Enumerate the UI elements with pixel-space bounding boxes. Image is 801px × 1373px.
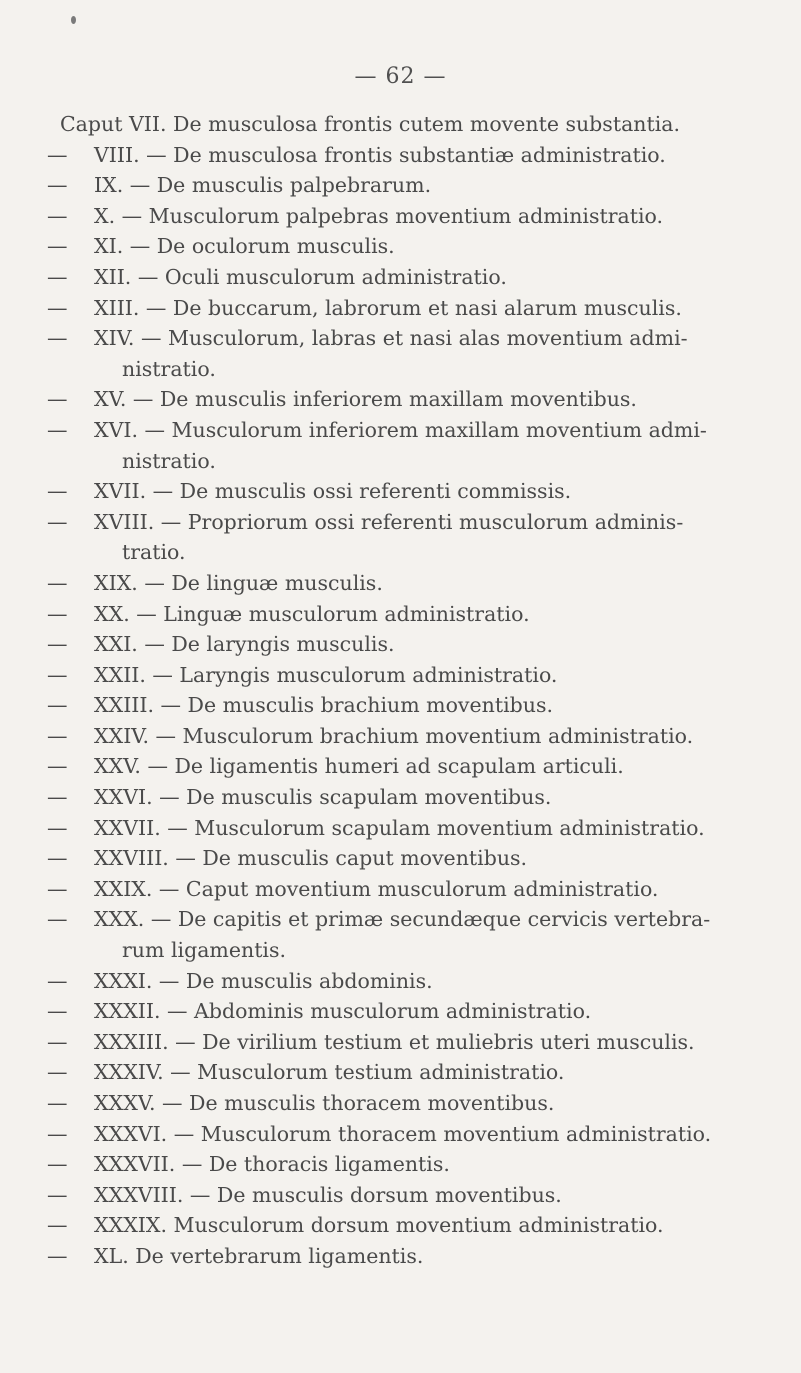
entry-dash: — [47,693,68,718]
chapter-entry [0,140,801,171]
chapter-entry [0,751,801,782]
entry-dash: — [47,203,68,228]
entry-dash: — [47,876,68,901]
chapter-entry [0,323,801,384]
chapter-entry [0,231,801,262]
entry-text: XL. De vertebrarum ligamentis. [94,1243,424,1268]
entry-text: XXXV. — De musculis thoracem moventibus. [94,1091,555,1115]
entry-dash: — [47,1243,68,1268]
entry-dash: — [47,264,68,289]
entry-dash: — [47,142,68,167]
entry-dash: — [47,632,68,657]
entry-text: XXIX. — Caput moventium musculorum administratio. [94,876,659,901]
entry-text: XXXIII. — De virilium testium et muliebris uteri musculis. [94,1029,695,1054]
page-number: — 62 — [354,64,447,89]
entry-dash: — [47,785,68,810]
chapter-entry [0,996,801,1027]
chapter-entry [0,1241,801,1272]
entry-dash: — [47,1152,68,1177]
chapter-entry [0,629,801,660]
entry-text: XXVII. — Musculorum scapulam moventium administratio. [94,815,705,840]
chapter-entry [0,721,801,752]
chapter-entry [0,599,801,630]
entry-dash: — [47,846,68,871]
chapter-entry [0,782,801,813]
entry-text: X. — Musculorum palpebras moventium administratio. [94,203,664,228]
chapter-entry [0,1057,801,1088]
chapter-entry [0,874,801,905]
entry-dash: — [47,815,68,840]
entry-text: XXXII. — Abdominis musculorum administratio. [94,999,592,1024]
chapter-entry [0,1180,801,1211]
chapter-entry [0,262,801,293]
entry-continuation: tratio. [122,540,186,565]
entry-text: IX. — De musculis palpebrarum. [94,173,432,198]
entry-text: XXIV. — Musculorum brachium moventium administratio. [94,723,694,748]
chapter-entry [0,201,801,232]
entry-text: XX. — Linguæ musculorum administratio. [94,601,530,626]
entry-text: Caput VII. De musculosa frontis cutem movente substantia. [60,112,681,136]
entry-dash: — [47,1213,68,1238]
entry-dash: — [47,754,68,779]
chapter-entry [0,1149,801,1180]
entry-dash: — [47,999,68,1024]
entry-continuation: nistratio. [122,356,216,381]
chapter-entry [0,507,801,568]
chapter-entry [0,660,801,691]
entry-dash: — [47,1121,68,1146]
chapter-entry [0,415,801,476]
entry-dash: — [47,1182,68,1207]
chapter-entry [0,293,801,324]
entry-text: XXXIV. — Musculorum testium administratio. [94,1060,565,1085]
entry-dash: — [47,234,68,259]
entry-dash: — [47,295,68,320]
chapter-entry [0,1210,801,1241]
chapter-entry [0,966,801,997]
entry-dash: — [47,1029,68,1054]
chapter-entry [0,109,801,140]
chapter-entry [0,1088,801,1119]
entry-text: XXXI. — De musculis abdominis. [94,968,433,993]
chapter-list [0,109,801,1272]
entry-text: XXXIX. Musculorum dorsum moventium administratio. [94,1213,664,1238]
entry-dash: — [47,662,68,687]
entry-text: XXII. — Laryngis musculorum administratio. [94,662,558,687]
entry-text: XI. — De oculorum musculis. [94,234,395,259]
ink-speck [71,16,76,24]
chapter-entry [0,843,801,874]
entry-text: XXXVIII. — De musculis dorsum moventibus. [94,1182,562,1207]
entry-text: XXXVI. — Musculorum thoracem moventium administratio. [94,1121,712,1146]
entry-continuation: nistratio. [122,448,216,473]
entry-text: XVI. — Musculorum inferiorem maxillam moventium admi- [94,417,707,442]
entry-text: XXIII. — De musculis brachium moventibus. [94,693,554,718]
chapter-entry [0,476,801,507]
chapter-entry [0,170,801,201]
entry-dash: — [47,723,68,748]
chapter-entry [0,384,801,415]
chapter-entry [0,1027,801,1058]
chapter-entry [0,690,801,721]
entry-text: XV. — De musculis inferiorem maxillam moventibus. [94,387,637,412]
entry-text: XIX. — De linguæ musculis. [94,570,383,595]
entry-text: XXVIII. — De musculis caput moventibus. [94,846,528,871]
entry-text: XII. — Oculi musculorum administratio. [94,264,507,289]
entry-dash: — [47,601,68,626]
entry-dash: — [47,968,68,993]
entry-continuation: rum ligamentis. [122,938,287,963]
entry-dash: — [47,387,68,412]
entry-dash: — [47,326,68,351]
entry-text: XXXVII. — De thoracis ligamentis. [94,1152,450,1177]
entry-text: XXVI. — De musculis scapulam moventibus. [94,785,552,810]
entry-dash: — [47,1091,68,1115]
entry-dash: — [47,173,68,198]
entry-dash: — [47,417,68,442]
entry-text: XXI. — De laryngis musculis. [94,632,395,657]
chapter-entry [0,568,801,599]
entry-dash: — [47,479,68,504]
entry-text: XXV. — De ligamentis humeri ad scapulam articuli. [94,754,624,779]
entry-text: XVIII. — Propriorum ossi referenti musculorum adminis- [94,509,684,534]
entry-text: XXX. — De capitis et primæ secundæque cervicis vertebra- [94,907,711,932]
entry-dash: — [47,570,68,595]
entry-dash: — [47,509,68,534]
chapter-entry [0,1119,801,1150]
entry-text: XIV. — Musculorum, labras et nasi alas moventium admi- [94,326,688,351]
chapter-entry [0,904,801,965]
entry-text: XIII. — De buccarum, labrorum et nasi alarum musculis. [94,295,682,320]
entry-dash: — [47,1060,68,1085]
entry-text: XVII. — De musculis ossi referenti commissis. [94,479,572,504]
entry-dash: — [47,907,68,932]
entry-text: VIII. — De musculosa frontis substantiæ administratio. [94,142,666,167]
chapter-entry [0,813,801,844]
